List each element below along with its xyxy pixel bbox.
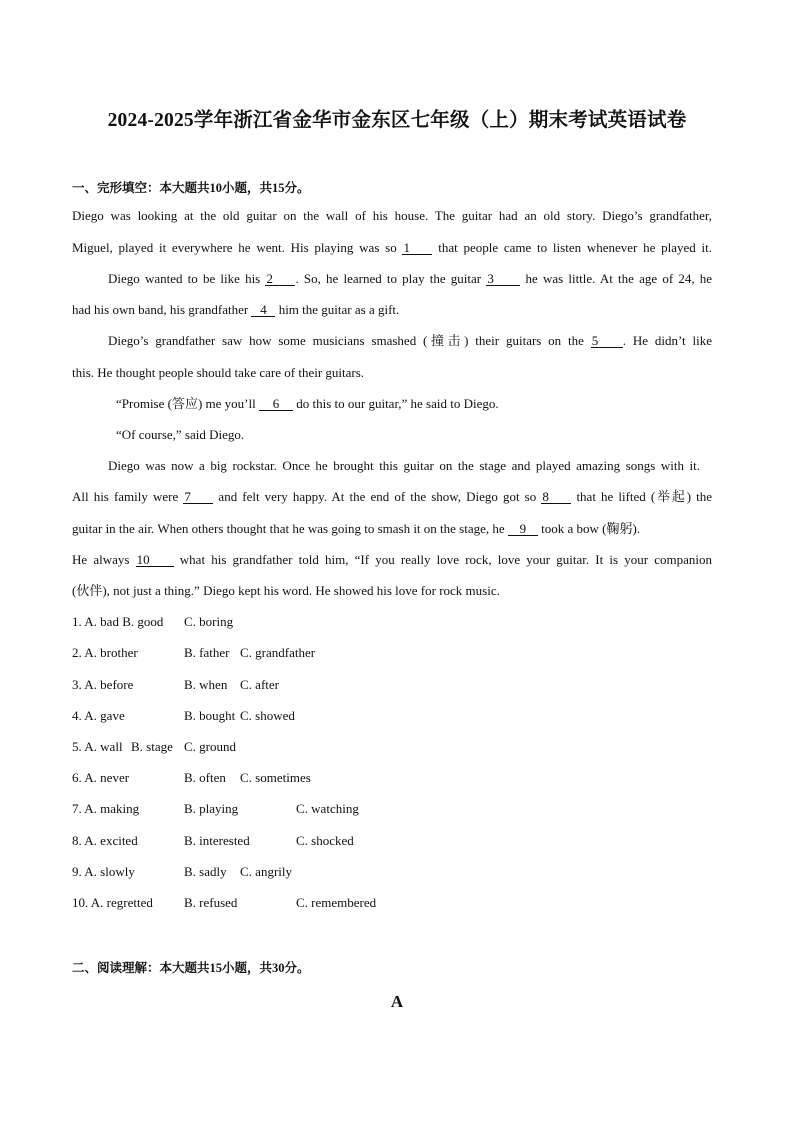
- section-heading-cloze: 一、完形填空：本大题共10小题，共15分。: [72, 181, 310, 195]
- blank-7: 7: [183, 490, 213, 504]
- passage-line-8: “Of course,” said Diego.: [116, 427, 245, 442]
- passage-line-6: this. He thought people should take care of their guitars.: [72, 365, 365, 380]
- option-b: B. refused: [184, 895, 238, 910]
- option-a: 6. A. never: [72, 770, 130, 785]
- option-c: C. sometimes: [240, 770, 311, 785]
- passage-line-7: “Promise (答应) me you’ll 6 do this to our guitar,” he said to Diego.: [116, 396, 499, 411]
- exam-title: 2024-2025学年浙江省金华市金东区七年级（上）期末考试英语试卷: [107, 110, 687, 131]
- option-a: 9. A. slowly: [72, 864, 135, 879]
- blank-1: 1: [402, 241, 432, 255]
- option-c: C. boring: [184, 614, 234, 629]
- passage-line-9: Diego was now a big rockstar. Once he brought this guitar on the stage and played amazing songs with it.: [108, 458, 700, 473]
- option-a: 4. A. gave: [72, 708, 125, 723]
- passage-line-11: guitar in the air. When others thought that he was going to smash it on the stage, he 9 took a bow (鞠躬).: [72, 521, 641, 536]
- option-b: B. sadly: [184, 864, 227, 879]
- passage-line-2: Miguel, played it everywhere he went. His playing was so 1 that people came to listen whenever he played it.: [72, 240, 713, 255]
- option-a: 8. A. excited: [72, 833, 138, 848]
- passage-line-10: All his family were 7 and felt very happy. At the end of the show, Diego got so 8 that he lifted (举起) the: [72, 489, 713, 504]
- passage-line-4: had his own band, his grandfather 4 him the guitar as a gift.: [72, 302, 400, 317]
- blank-5: 5: [591, 334, 623, 348]
- passage-line-12: He always 10 what his grandfather told him, “If you really love rock, love your guitar. It is your companion: [72, 552, 713, 567]
- blank-6: 6: [259, 397, 293, 411]
- blank-2: 2: [265, 272, 295, 286]
- passage-line-3: Diego wanted to be like his 2 . So, he learned to play the guitar 3 he was little. At the age of 24, he: [108, 271, 713, 286]
- option-b: B. often: [184, 770, 226, 785]
- option-b: B. interested: [184, 833, 250, 848]
- option-c: C. showed: [240, 708, 295, 723]
- passage-line-5: Diego’s grandfather saw how some musicians smashed (撞击) their guitars on the 5 . He didn’t like: [108, 333, 713, 348]
- option-a: 5. A. wall: [72, 739, 123, 754]
- section-heading-reading: 二、阅读理解：本大题共15小题，共30分。: [72, 961, 310, 975]
- option-a: 10. A. regretted: [72, 895, 153, 910]
- option-c: C. grandfather: [240, 645, 316, 660]
- option-c: C. watching: [296, 801, 359, 816]
- option-c: C. angrily: [240, 864, 292, 879]
- option-c: C. after: [240, 677, 279, 692]
- option-c: C. ground: [184, 739, 236, 754]
- option-b: B. stage: [131, 739, 173, 754]
- blank-9: 9: [508, 522, 538, 536]
- option-a: 7. A. making: [72, 801, 140, 816]
- option-c: C. remembered: [296, 895, 377, 910]
- option-a: 1. A. bad B. good: [72, 614, 164, 629]
- option-b: B. when: [184, 677, 228, 692]
- blank-3: 3: [486, 272, 520, 286]
- blank-8: 8: [541, 490, 571, 504]
- option-a: 3. A. before: [72, 677, 134, 692]
- part-a-heading: A: [390, 992, 404, 1011]
- option-c: C. shocked: [296, 833, 354, 848]
- blank-4: 4: [251, 303, 275, 317]
- passage-line-1: Diego was looking at the old guitar on the wall of his house. The guitar had an old story. Diego’s grandfather,: [72, 208, 712, 223]
- blank-10: 10: [136, 553, 174, 567]
- option-b: B. bought: [184, 708, 236, 723]
- option-a: 2. A. brother: [72, 645, 138, 660]
- passage-line-13: (伙伴), not just a thing.” Diego kept his word. He showed his love for rock music.: [72, 583, 500, 598]
- option-b: B. playing: [184, 801, 239, 816]
- option-b: B. father: [184, 645, 230, 660]
